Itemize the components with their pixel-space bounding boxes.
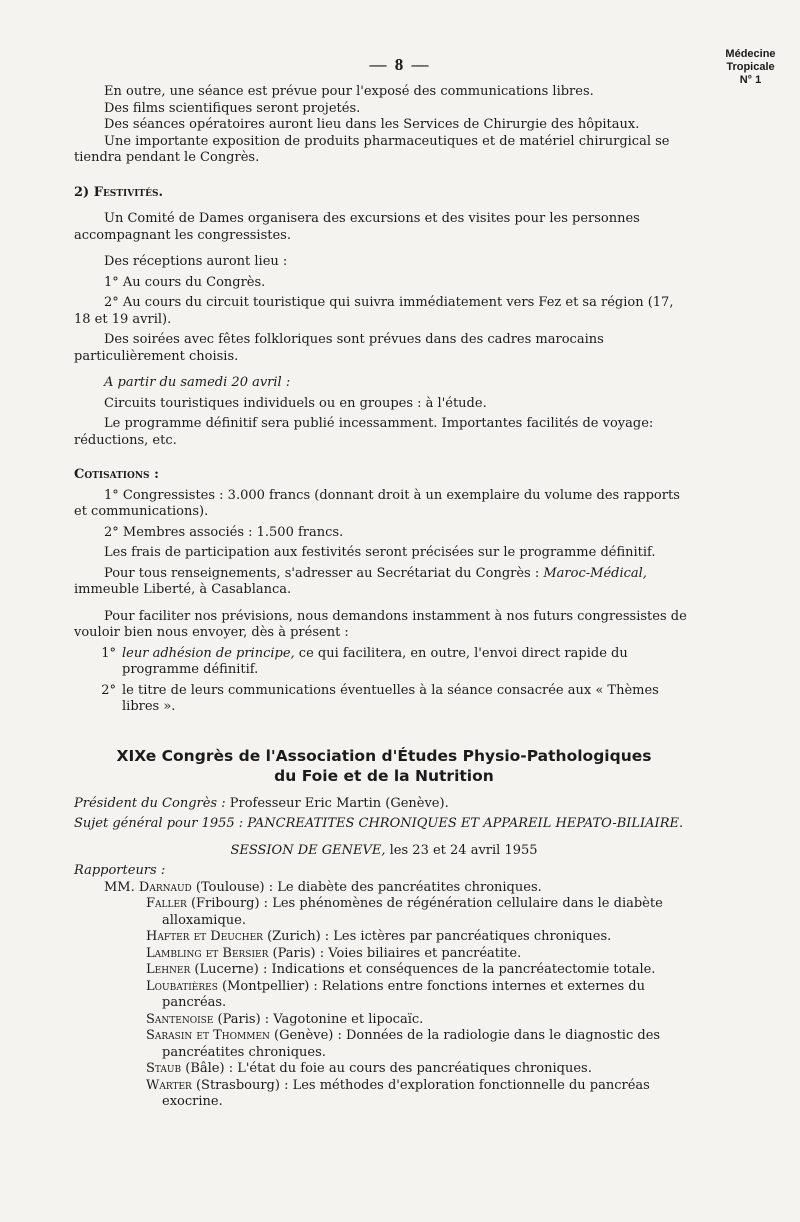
programme-paragraph: Le programme définitif sera publié incessamment. Importantes facilités de voyage: réductions, etc.	[74, 416, 654, 448]
rapporteur-item	[74, 1012, 694, 1029]
renseignements-text: Pour tous renseignements, s'adresser au Secrétariat du Congrès :	[104, 565, 544, 581]
intro-line: En outre, une séance est prévue pour l'exposé des communications libres.	[104, 84, 594, 99]
rapporteur-topic: (Fribourg) : Les phénomènes de régénération cellulaire dans le diabète alloxamique.	[162, 896, 663, 928]
journal-corner-label	[713, 48, 788, 87]
rapporteur-item	[74, 880, 694, 897]
rapporteur-topic: (Montpellier) : Relations entre fonctions internes et externes du pancréas.	[162, 978, 645, 1010]
president-value: Professeur Eric Martin (Genève).	[225, 795, 449, 811]
rapporteurs-list	[74, 880, 694, 1111]
sujet-label: Sujet général pour 1955 :	[74, 816, 244, 831]
congress-title	[74, 746, 694, 786]
sujet-value: PANCREATITES CHRONIQUES ET APPAREIL HEPATO-BILIAIRE.	[243, 816, 684, 831]
rapporteur-name: Santenoise	[146, 1011, 214, 1027]
rapporteur-name: Warter	[146, 1077, 192, 1093]
faciliter-paragraph: Pour faciliter nos prévisions, nous demandons instamment à nos futurs congressistes de vouloir bien nous envoyer, dès à présent :	[74, 608, 687, 640]
rapporteur-name: Staub	[146, 1061, 182, 1076]
corner-line: Tropicale	[726, 61, 775, 73]
rapporteurs-label	[74, 863, 694, 880]
rapporteur-name: Darnaud	[138, 879, 192, 895]
adhesion-italic: leur adhésion de principe,	[122, 645, 295, 661]
rapporteur-prefix: MM.	[104, 879, 139, 895]
rapporteur-topic: (Paris) : Voies biliaires et pancréatite.	[268, 945, 522, 961]
rapporteur-topic: (Toulouse) : Le diabète des pancréatites chroniques.	[191, 879, 542, 895]
cotisation-item: 2° Membres associés : 1.500 francs.	[104, 524, 344, 540]
main-text	[74, 84, 694, 1111]
rapporteur-name: Hafter et Deucher	[146, 929, 263, 944]
rapporteur-item	[74, 946, 694, 963]
circuits-line: Circuits touristiques individuels ou en groupes : à l'étude.	[104, 395, 487, 411]
rapporteur-item	[74, 962, 694, 979]
intro-line: Une importante exposition de produits pharmaceutiques et de matériel chirurgical se tiendra pendant le Congrès.	[74, 133, 670, 165]
partir-line	[74, 375, 694, 392]
session-italic: SESSION DE GENEVE,	[230, 842, 386, 858]
partir-italic: A partir du samedi 20 avril :	[104, 375, 291, 390]
rapporteur-item	[74, 979, 694, 1012]
section-heading-cotisations: Cotisations :	[74, 467, 159, 482]
sujet-line	[74, 816, 694, 833]
receptions-title: Des réceptions auront lieu :	[104, 254, 288, 269]
rapporteurs-label-text: Rapporteurs :	[74, 863, 166, 878]
rapporteur-item	[74, 1028, 694, 1061]
rapporteur-item	[74, 1078, 694, 1111]
cotisation-item: 1° Congressistes : 3.000 francs (donnant droit à un exemplaire du volume des rapports et communications).	[74, 487, 680, 519]
president-label: Président du Congrès :	[74, 795, 226, 811]
reception-item: 1° Au cours du Congrès.	[104, 274, 266, 290]
rapporteur-item	[74, 896, 694, 929]
list-text: le titre de leurs communications éventuelles à la séance consacrée aux « Thèmes libres ».	[122, 682, 659, 714]
rapporteur-item	[74, 929, 694, 946]
faciliter-item	[74, 646, 694, 679]
page-number: — 8 —	[369, 55, 431, 74]
rapporteur-topic: (Strasbourg) : Les méthodes d'exploration fonctionnelle du pancréas exocrine.	[162, 1077, 650, 1109]
session-line	[74, 843, 694, 860]
renseignements-paragraph	[74, 566, 694, 599]
list-text	[122, 646, 694, 679]
rapporteur-topic: (Lucerne) : Indications et conséquences de la pancréatectomie totale.	[190, 962, 656, 977]
section-heading-festivites: 2) Festivités.	[74, 184, 163, 200]
soirees-paragraph: Des soirées avec fêtes folkloriques sont prévues dans des cadres marocains particulièrement choisis.	[74, 332, 604, 364]
rapporteur-name: Lambling et Bersier	[146, 945, 269, 961]
president-line	[74, 796, 694, 813]
renseignements-address: immeuble Liberté, à Casablanca.	[74, 582, 292, 597]
adhesion-rest: ce qui facilitera, en outre, l'envoi direct rapide du programme définitif.	[122, 645, 628, 677]
rapporteur-name: Loubatières	[146, 978, 218, 994]
rapporteur-topic: (Bâle) : L'état du foie au cours des pancréatiques chroniques.	[181, 1061, 592, 1076]
rapporteur-topic: (Genève) : Données de la radiologie dans le diagnostic des pancréatites chroniques.	[162, 1028, 661, 1060]
rapporteur-item	[74, 1061, 694, 1078]
rapporteur-name: Sarasin et Thommen	[146, 1028, 270, 1043]
renseignements-journal: Maroc-Médical,	[543, 565, 647, 581]
frais-paragraph: Les frais de participation aux festivités seront précisées sur le programme définitif.	[104, 545, 656, 560]
session-dates: les 23 et 24 avril 1955	[385, 842, 538, 858]
corner-line: Médecine	[725, 48, 776, 60]
rapporteur-name: Lehner	[146, 962, 191, 977]
faciliter-item	[74, 683, 694, 716]
festivites-paragraph: Un Comité de Dames organisera des excursions et des visites pour les personnes accompagnant les congressistes.	[74, 211, 640, 243]
rapporteur-topic: (Paris) : Vagotonine et lipocaïc.	[213, 1011, 424, 1027]
list-marker: 2°	[101, 682, 116, 698]
list-marker: 1°	[101, 645, 116, 661]
intro-line: Des films scientifiques seront projetés.	[104, 100, 361, 116]
reception-item: 2° Au cours du circuit touristique qui suivra immédiatement vers Fez et sa région (17, 18 et 19 avril).	[74, 295, 674, 327]
congress-title-line: XIXe Congrès de l'Association d'Études Physio-Pathologiques	[116, 746, 652, 765]
intro-line: Des séances opératoires auront lieu dans les Services de Chirurgie des hôpitaux.	[104, 117, 640, 132]
corner-line: N° 1	[739, 74, 762, 86]
rapporteur-topic: (Zurich) : Les ictères par pancréatiques chroniques.	[262, 929, 612, 944]
congress-title-line: du Foie et de la Nutrition	[274, 766, 494, 785]
rapporteur-name: Faller	[146, 896, 187, 911]
